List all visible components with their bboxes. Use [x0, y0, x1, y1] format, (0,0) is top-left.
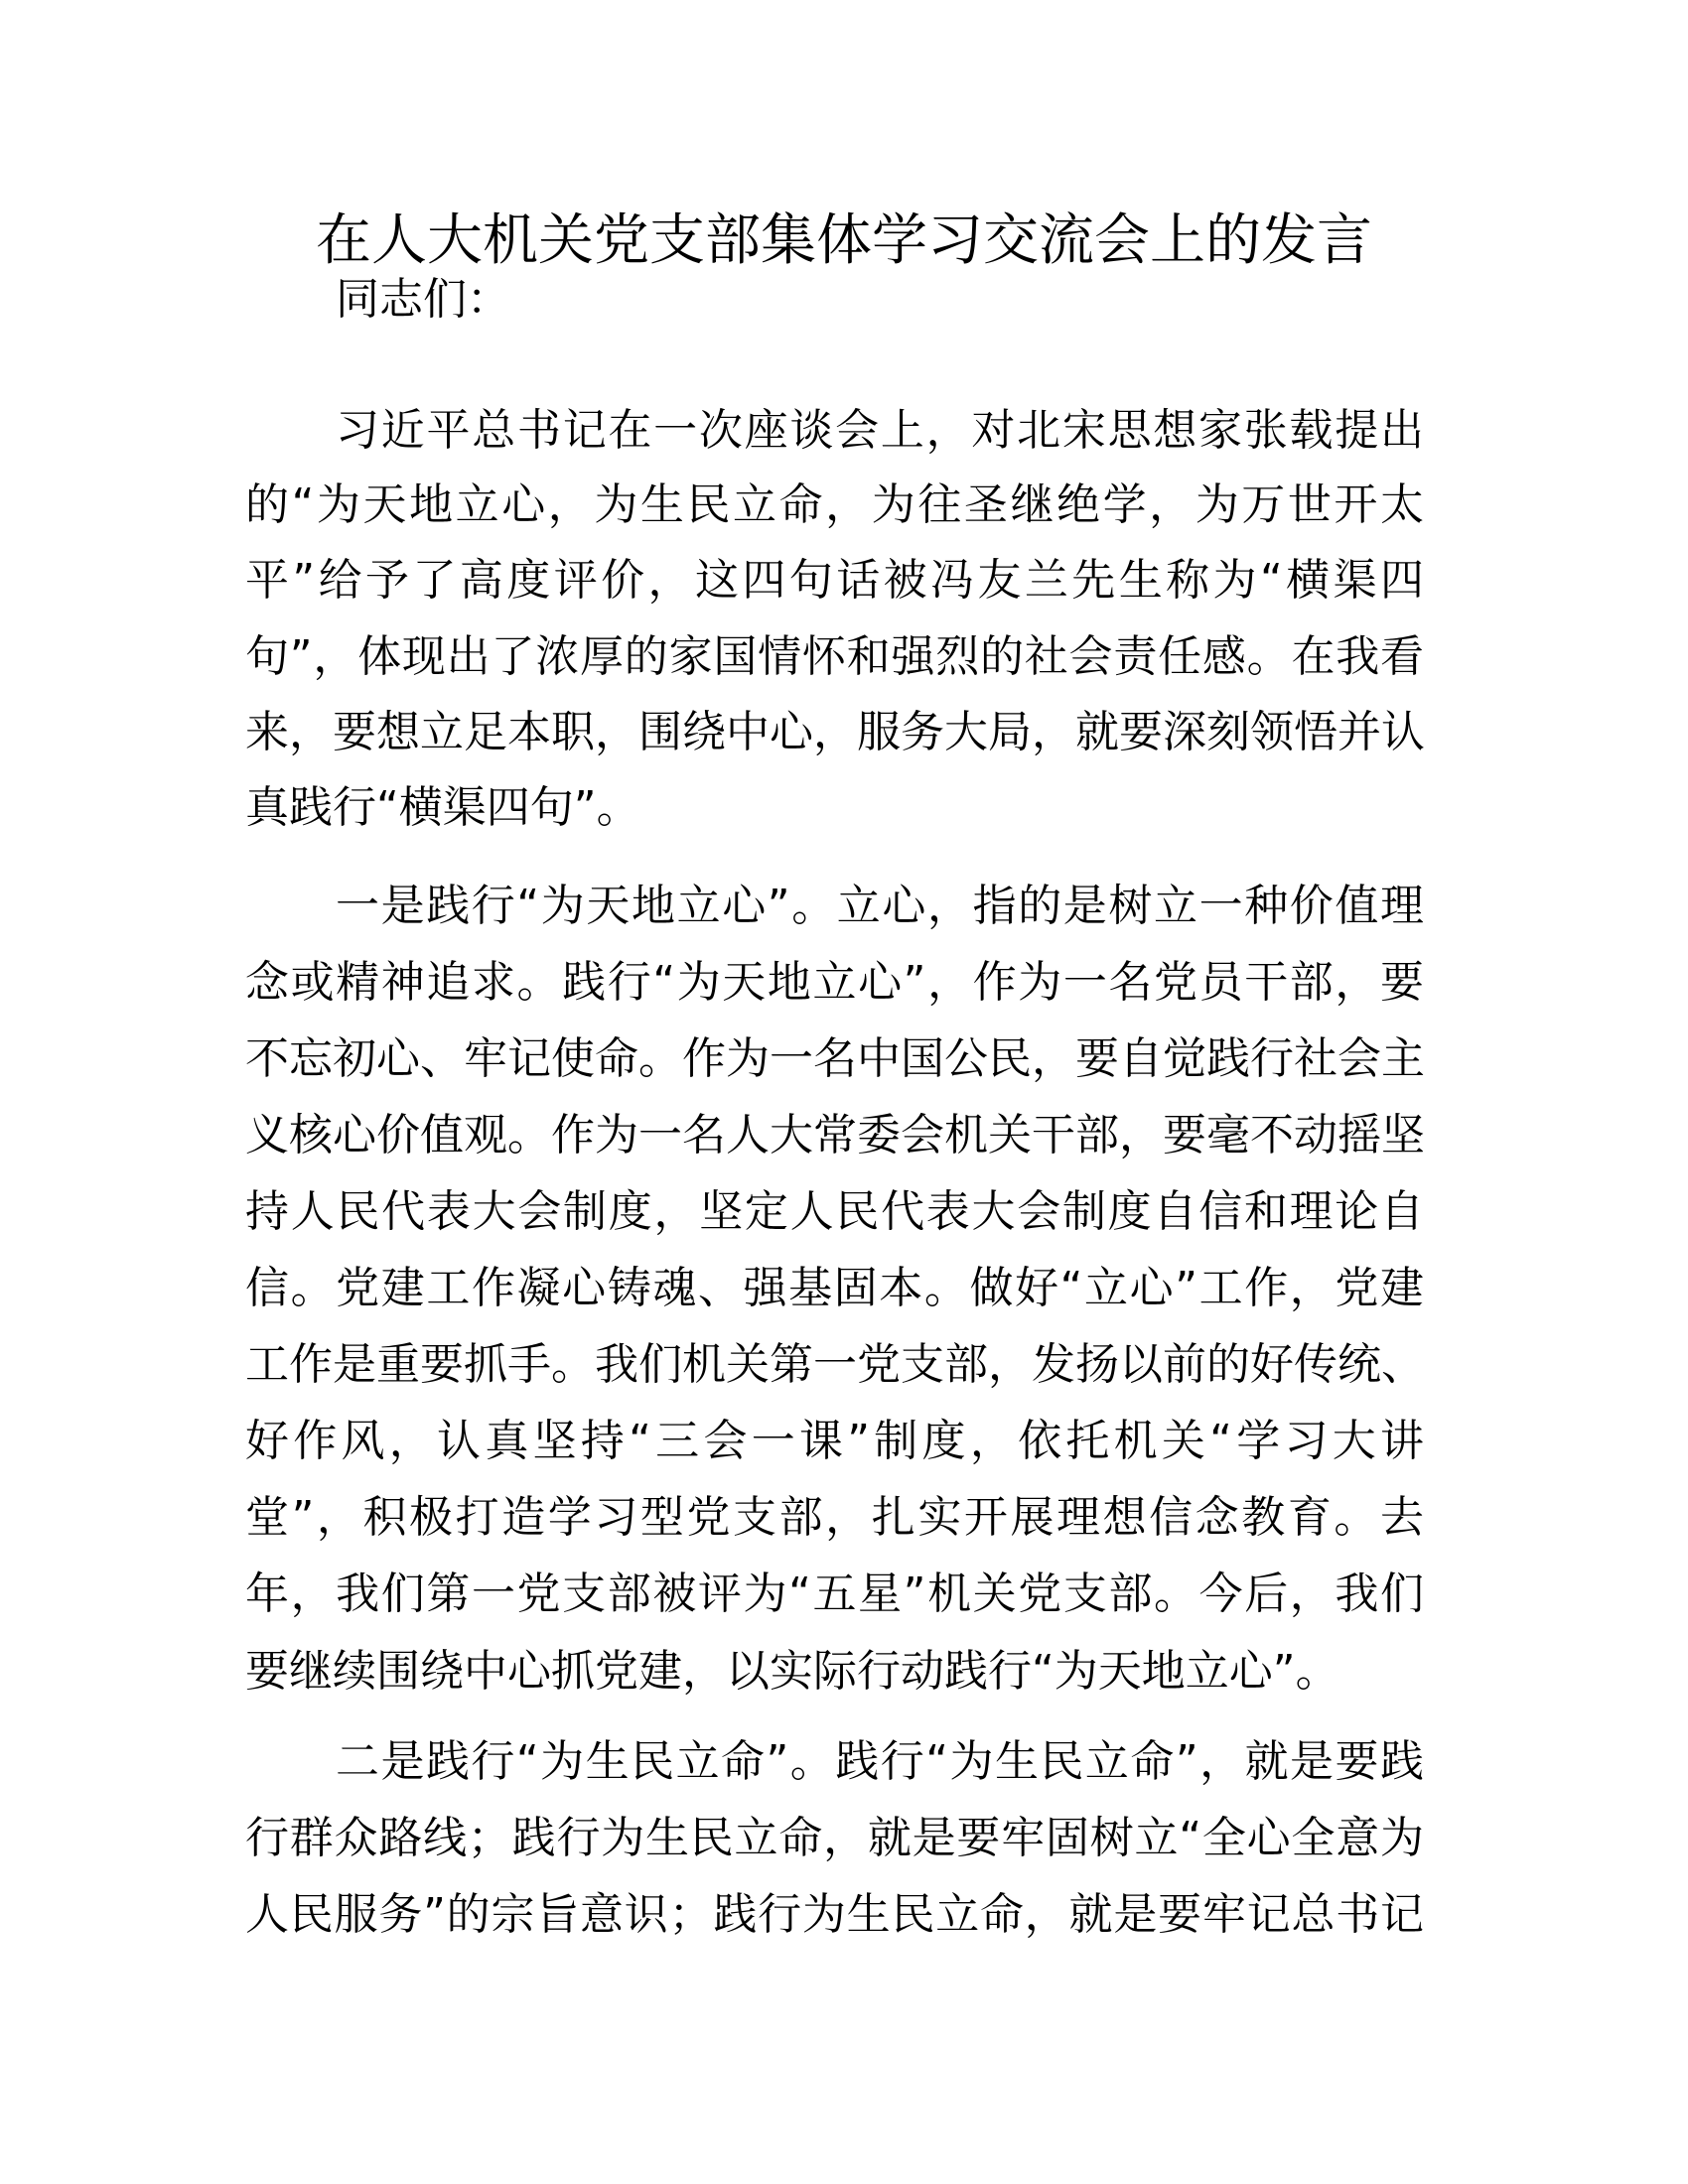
paragraph-line: 一是践行“为天地立心”。立心，指的是树立一种价值理 [336, 881, 1424, 931]
paragraph-line: 要继续围绕中心抓党建，以实际行动践行“为天地立心”。 [245, 1646, 1339, 1697]
paragraph-line: 来，要想立足本职，围绕中心，服务大局，就要深刻领悟并认 [245, 707, 1425, 757]
document-title: 在人大机关党支部集体学习交流会上的发言 [316, 208, 1372, 273]
paragraph-line: 年，我们第一党支部被评为“五星”机关党支部。今后，我们 [245, 1569, 1424, 1619]
paragraph-line: 二是践行“为生民立命”。践行“为生民立命”，就是要践 [336, 1736, 1424, 1787]
paragraph-line: 习近平总书记在一次座谈会上，对北宋思想家张载提出 [336, 405, 1424, 456]
paragraph-line: 人民服务”的宗旨意识；践行为生民立命，就是要牢记总书记 [245, 1889, 1424, 1940]
paragraph-line: 念或精神追求。践行“为天地立心”，作为一名党员干部，要 [245, 957, 1424, 1008]
paragraph-line: 真践行“横渠四句”。 [245, 782, 640, 833]
paragraph-line: 工作是重要抓手。我们机关第一党支部，发扬以前的好传统、 [245, 1339, 1425, 1390]
paragraph-line: 不忘初心、牢记使命。作为一名中国公民，要自觉践行社会主 [245, 1033, 1425, 1084]
paragraph-line: 好作风，认真坚持“三会一课”制度，依托机关“学习大讲 [245, 1416, 1424, 1466]
paragraph-line: 句”，体现出了浓厚的家国情怀和强烈的社会责任感。在我看 [245, 631, 1424, 682]
paragraph-line: 堂”，积极打造学习型党支部，扎实开展理想信念教育。去 [245, 1492, 1424, 1543]
paragraph-line: 信。党建工作凝心铸魂、强基固本。做好“立心”工作，党建 [245, 1263, 1424, 1313]
paragraph-line: 平”给予了高度评价，这四句话被冯友兰先生称为“横渠四 [245, 555, 1424, 606]
salutation: 同志们： [336, 274, 510, 325]
paragraph-line: 持人民代表大会制度，坚定人民代表大会制度自信和理论自 [245, 1186, 1424, 1237]
paragraph-line: 行群众路线；践行为生民立命，就是要牢固树立“全心全意为 [245, 1813, 1424, 1863]
paragraph-line: 的“为天地立心，为生民立命，为往圣继绝学，为万世开太 [245, 479, 1424, 530]
paragraph-line: 义核心价值观。作为一名人大常委会机关干部，要毫不动摇坚 [245, 1110, 1425, 1160]
